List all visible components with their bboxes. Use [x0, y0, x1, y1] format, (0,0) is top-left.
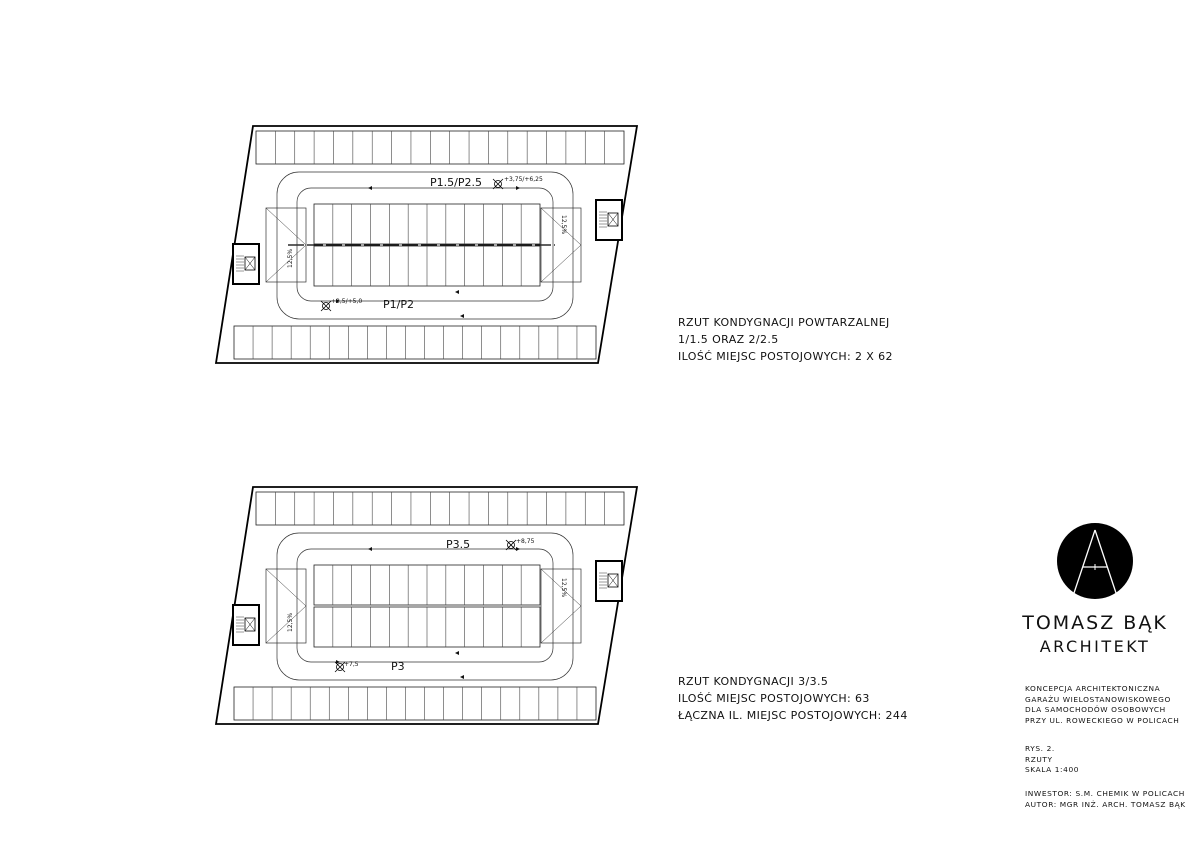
investor-line: INWESTOR: S.M. CHEMIK W POLICACH: [1025, 789, 1185, 798]
project-line: DLA SAMOCHODÓW OSOBOWYCH: [1025, 705, 1166, 715]
direction-arrow: [368, 186, 372, 190]
ramp-line: [541, 245, 581, 282]
level-label-upper: P1.5/P2.5: [430, 176, 482, 189]
building-outline: [216, 487, 637, 724]
desc-line: 1/1.5 ORAZ 2/2.5: [678, 333, 779, 346]
direction-arrow: [516, 547, 520, 551]
drawing-info: [1025, 744, 1079, 776]
direction-arrow: [460, 675, 464, 679]
credits-info: [1025, 789, 1186, 810]
elevation-mark-lower: +7,5: [344, 661, 359, 668]
direction-arrow: [460, 314, 464, 318]
direction-arrow: [455, 290, 459, 294]
level-label-lower: P3: [391, 660, 405, 673]
direction-arrow: [516, 186, 520, 190]
ramp-slope-left: 12,5%: [287, 248, 294, 268]
plan-top-level: [216, 487, 637, 724]
ramp: [266, 569, 306, 643]
ramp-line: [266, 208, 306, 245]
plan-description-bottom: [678, 673, 908, 724]
level-label-upper: P3.5: [446, 538, 471, 551]
parking-row: [256, 131, 624, 164]
architect-logo: [1057, 523, 1133, 599]
plan-repeated-levels: [216, 126, 637, 363]
project-info: [1025, 684, 1179, 726]
desc-line: ŁĄCZNA IL. MIEJSC POSTOJOWYCH: 244: [678, 709, 908, 722]
parking-row: [234, 326, 596, 359]
project-line: KONCEPCJA ARCHITEKTONICZNA: [1025, 684, 1161, 693]
ramp-slope-right: 12,5%: [560, 215, 567, 235]
level-label-lower: P1/P2: [383, 298, 414, 311]
ramp-line: [266, 569, 306, 606]
desc-line: ILOŚĆ MIEJSC POSTOJOWYCH: 2 X 62: [678, 350, 893, 363]
parking-row: [234, 687, 596, 720]
driving-lane-inner: [297, 549, 553, 662]
desc-line: RZUT KONDYGNACJI POWTARZALNEJ: [678, 316, 890, 329]
project-line: PRZY UL. ROWECKIEGO W POLICACH: [1025, 715, 1180, 725]
ramp-slope-right: 12,5%: [560, 578, 567, 598]
drawing-number: RYS. 2.: [1025, 744, 1055, 753]
elevation-mark-upper: +3,75/+6,25: [504, 176, 543, 183]
brand-title: ARCHITEKT: [1039, 637, 1151, 656]
ramp-slope-left: 12,5%: [287, 612, 294, 632]
elevation-mark-lower: +2,5/+5,0: [331, 298, 363, 305]
brand-name: TOMASZ BĄK: [1022, 612, 1168, 634]
ramp-line: [266, 606, 306, 643]
parking-row: [256, 492, 624, 525]
project-line: GARAŻU WIELOSTANOWISKOWEGO: [1025, 694, 1171, 704]
desc-line: RZUT KONDYGNACJI 3/3.5: [678, 675, 829, 688]
drawing-name: RZUTY: [1025, 754, 1053, 764]
plan-description-top: [678, 314, 893, 365]
elevation-mark-upper: +8,75: [516, 538, 535, 545]
direction-arrow: [368, 547, 372, 551]
driving-lane-outer: [277, 533, 573, 680]
author-line: AUTOR: MGR INŻ. ARCH. TOMASZ BĄK: [1025, 799, 1186, 809]
ramp-line: [266, 245, 306, 282]
ramp-line: [541, 606, 581, 643]
drawing-scale: SKALA 1:400: [1025, 765, 1080, 775]
direction-arrow: [455, 651, 459, 655]
desc-line: ILOŚĆ MIEJSC POSTOJOWYCH: 63: [678, 692, 870, 705]
